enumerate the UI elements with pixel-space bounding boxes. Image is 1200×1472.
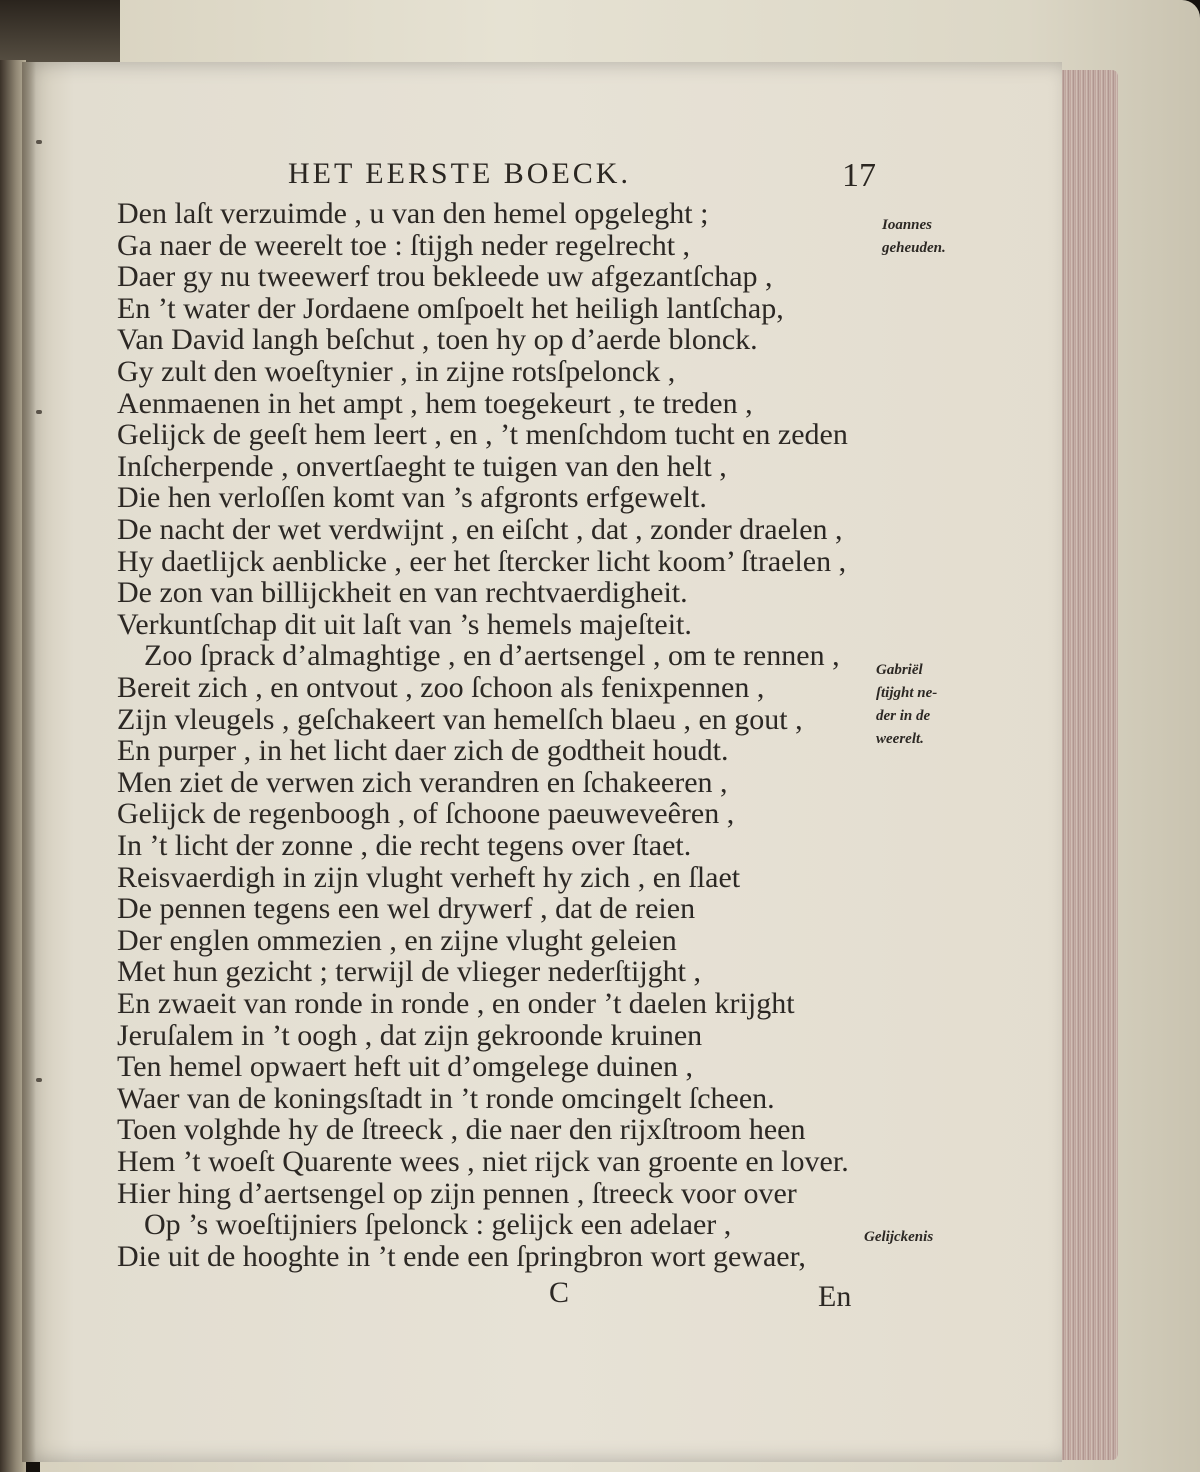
verse-line: Inſcherpende , onvertſaeght te tuigen van den helt ,: [117, 449, 727, 483]
verse-line: Gelijck de geeſt hem leert , en , ’t menſchdom tucht en zeden: [117, 418, 848, 452]
verse-line: Aenmaenen in het ampt , hem toegekeurt , te treden ,: [117, 386, 753, 420]
signature-mark: C: [549, 1276, 570, 1309]
gutter-shadow: [22, 62, 36, 1462]
verse-line: Gy zult den woeſtynier , in zijne rotsſpelonck ,: [117, 355, 676, 388]
verse-line: Ten hemel opwaert heft uit d’omgelege duinen ,: [117, 1050, 694, 1084]
verse-line: Ga naer de weerelt toe : ſtijgh neder regelrecht ,: [117, 228, 691, 262]
verse-line: De zon van billijckheit en van rechtvaerdigheit.: [117, 576, 688, 610]
verse-line: Hier hing d’aertsengel op zijn pennen , ſtreeck voor over: [117, 1176, 797, 1210]
verse-line: Reisvaerdigh in zijn vlught verheft hy zich , en ſlaet: [117, 860, 741, 894]
verse-line: Met hun gezicht ; terwijl de vlieger nederſtijght ,: [117, 955, 701, 989]
verse-line: Jeruſalem in ’t oogh , dat zijn gekroonde kruinen: [117, 1018, 703, 1052]
verse-line: Den laſt verzuimde , u van den hemel opgeleght ;: [117, 197, 709, 230]
running-header: HET EERSTE BOECK.: [288, 157, 631, 190]
margin-note-gabriel: Gabriël ſtijght ne- der in de weerelt.: [876, 662, 938, 747]
margin-note-ioannes: Ioannes geheuden.: [882, 217, 946, 256]
verse-line: Verkuntſchap dit uit laſt van ’s hemels majeſteit.: [117, 607, 692, 641]
gutter-mark: [36, 1078, 42, 1082]
verse-line: In ’t licht der zonne , die recht tegens over ſtaet.: [117, 829, 692, 862]
verse-line: Gelijck de regenboogh , of ſchoone paeuweveêren ,: [117, 797, 735, 831]
gutter-mark: [36, 410, 42, 414]
gutter-mark: [36, 140, 42, 144]
verse-line: Hy daetlijck aenblicke , eer het ſtercker licht koom’ ſtraelen ,: [117, 544, 847, 578]
verse-line: Zoo ſprack d’almaghtige , en d’aertsengel , om te rennen ,: [144, 639, 840, 673]
margin-note-gelijckenis: Gelijckenis: [864, 1229, 934, 1245]
verse-line: Daer gy nu tweewerf trou bekleede uw afgezantſchap ,: [117, 260, 773, 294]
verse-line: Die uit de hooghte in ’t ende een ſpringbron wort gewaer,: [117, 1239, 806, 1273]
verse-line: En ’t water der Jordaene omſpoelt het heiligh lantſchap,: [117, 291, 784, 325]
verse-line: En zwaeit van ronde in ronde , en onder ’t daelen krijght: [117, 987, 795, 1020]
verse-line: De nacht der wet verdwijnt , en eiſcht , dat , zonder draelen ,: [117, 513, 843, 546]
verse-line: En purper , in het licht daer zich de godtheit houdt.: [117, 734, 729, 768]
verse-line: Hem ’t woeſt Quarente wees , niet rijck van groente en lover.: [117, 1145, 849, 1178]
verse-line: Men ziet de verwen zich verandren en ſchakeeren ,: [117, 765, 728, 799]
verse-line: Waer van de koningsſtadt in ’t ronde omcingelt ſcheen.: [117, 1081, 775, 1115]
verse-line: De pennen tegens een wel drywerf , dat de reien: [117, 892, 696, 926]
verse-line: Van David langh beſchut , toen hy op d’aerde blonck.: [117, 323, 758, 357]
verse-line: Toen volghde hy de ſtreeck , die naer den rijxſtroom heen: [117, 1113, 806, 1147]
verse-line: Bereit zich , en ontvout , zoo ſchoon als fenixpennen ,: [117, 671, 765, 704]
catchword: En: [818, 1280, 852, 1313]
verse-line: Op ’s woeſtijniers ſpelonck : gelijck een adelaer ,: [144, 1208, 732, 1242]
verse-line: Die hen verloſſen komt van ’s afgronts erfgewelt.: [117, 481, 707, 515]
page-number: 17: [842, 157, 876, 194]
verse-line: Der englen ommezien , en zijne vlught geleien: [117, 923, 677, 957]
verse-line: Zijn vleugels , geſchakeert van hemelſch blaeu , en gout ,: [117, 702, 803, 736]
